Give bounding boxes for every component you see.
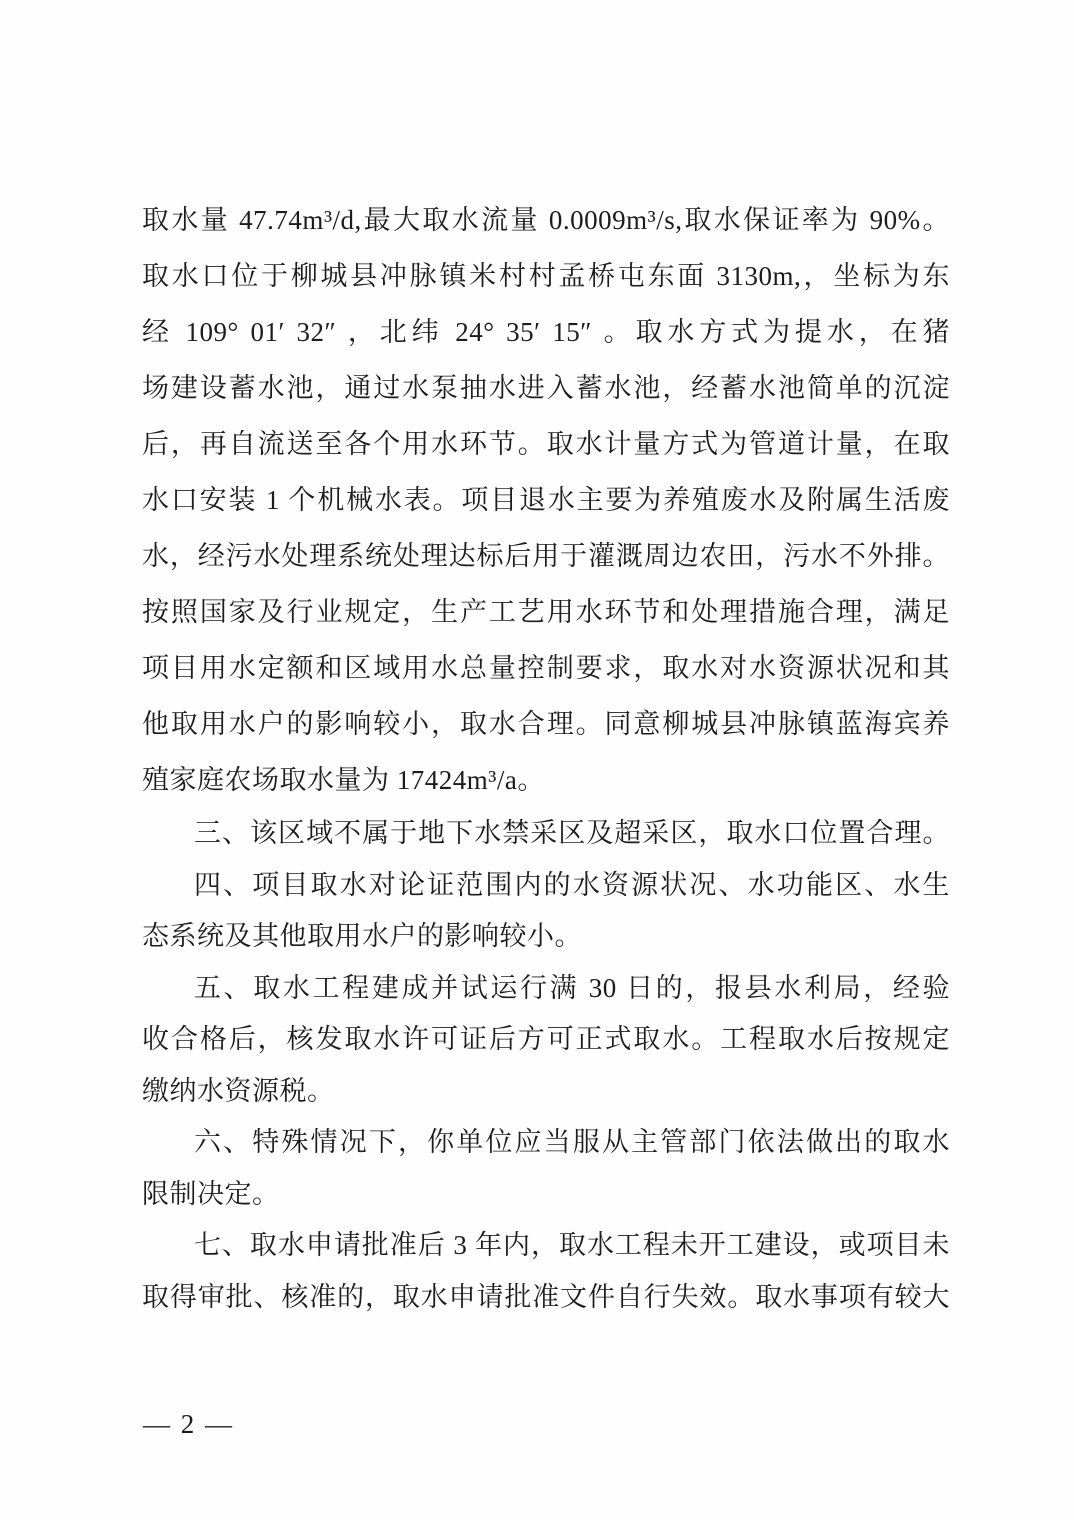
- text-line: 取得审批、核准的，取水申请批准文件自行失效。取水事项有较大: [142, 1281, 950, 1312]
- text-line: 后，再自流送至各个用水环节。取水计量方式为管道计量，在取: [142, 429, 950, 459]
- text-line: 四、项目取水对论证范围内的水资源状况、水功能区、水生: [194, 869, 950, 900]
- text-line: 按照国家及行业规定，生产工艺用水环节和处理措施合理，满足: [142, 597, 950, 627]
- text-line: 水口安装 1 个机械水表。项目退水主要为养殖废水及附属生活废: [142, 485, 950, 515]
- paragraph-1: [142, 192, 950, 808]
- paragraph-3: [142, 860, 950, 963]
- text-line: 他取用水户的影响较小，取水合理。同意柳城县冲脉镇蓝海宾养: [142, 709, 950, 739]
- paragraph-4: [142, 963, 950, 1118]
- text-line: 水，经污水处理系统处理达标后用于灌溉周边农田，污水不外排。: [142, 541, 950, 571]
- text-line: 殖家庭农场取水量为 17424m³/a。: [142, 765, 545, 795]
- text-line: 态系统及其他取用水户的影响较小。: [142, 921, 582, 951]
- text-line: 三、该区域不属于地下水禁采区及超采区，取水口位置合理。: [194, 818, 950, 848]
- text-line: 项目用水定额和区域用水总量控制要求，取水对水资源状况和其: [142, 653, 950, 683]
- text-line: 缴纳水资源税。: [142, 1075, 335, 1106]
- paragraph-5: [142, 1117, 950, 1220]
- paragraph-2: [142, 808, 950, 860]
- text-line: 经 109° 01′ 32″ ，北纬 24° 35′ 15″ 。取水方式为提水，在猪: [142, 317, 950, 347]
- text-line: 六、特殊情况下，你单位应当服从主管部门依法做出的取水: [194, 1127, 950, 1157]
- page-number: — 2 —: [143, 1409, 234, 1439]
- text-line: 五、取水工程建成并试运行满 30 日的，报县水利局，经验: [194, 972, 950, 1003]
- paragraph-6: [142, 1220, 950, 1323]
- text-line: 取水量 47.74m³/d,最大取水流量 0.0009m³/s,取水保证率为 90%。: [142, 205, 950, 235]
- text-line: 收合格后，核发取水许可证后方可正式取水。工程取水后按规定: [142, 1024, 950, 1054]
- text-line: 限制决定。: [142, 1178, 280, 1209]
- text-line: 场建设蓄水池，通过水泵抽水进入蓄水池，经蓄水池简单的沉淀: [142, 373, 950, 403]
- text-line: 七、取水申请批准后 3 年内，取水工程未开工建设，或项目未: [194, 1230, 950, 1260]
- document-body: [142, 192, 950, 1323]
- text-line: 取水口位于柳城县冲脉镇米村村孟桥屯东面 3130m,，坐标为东: [142, 261, 950, 291]
